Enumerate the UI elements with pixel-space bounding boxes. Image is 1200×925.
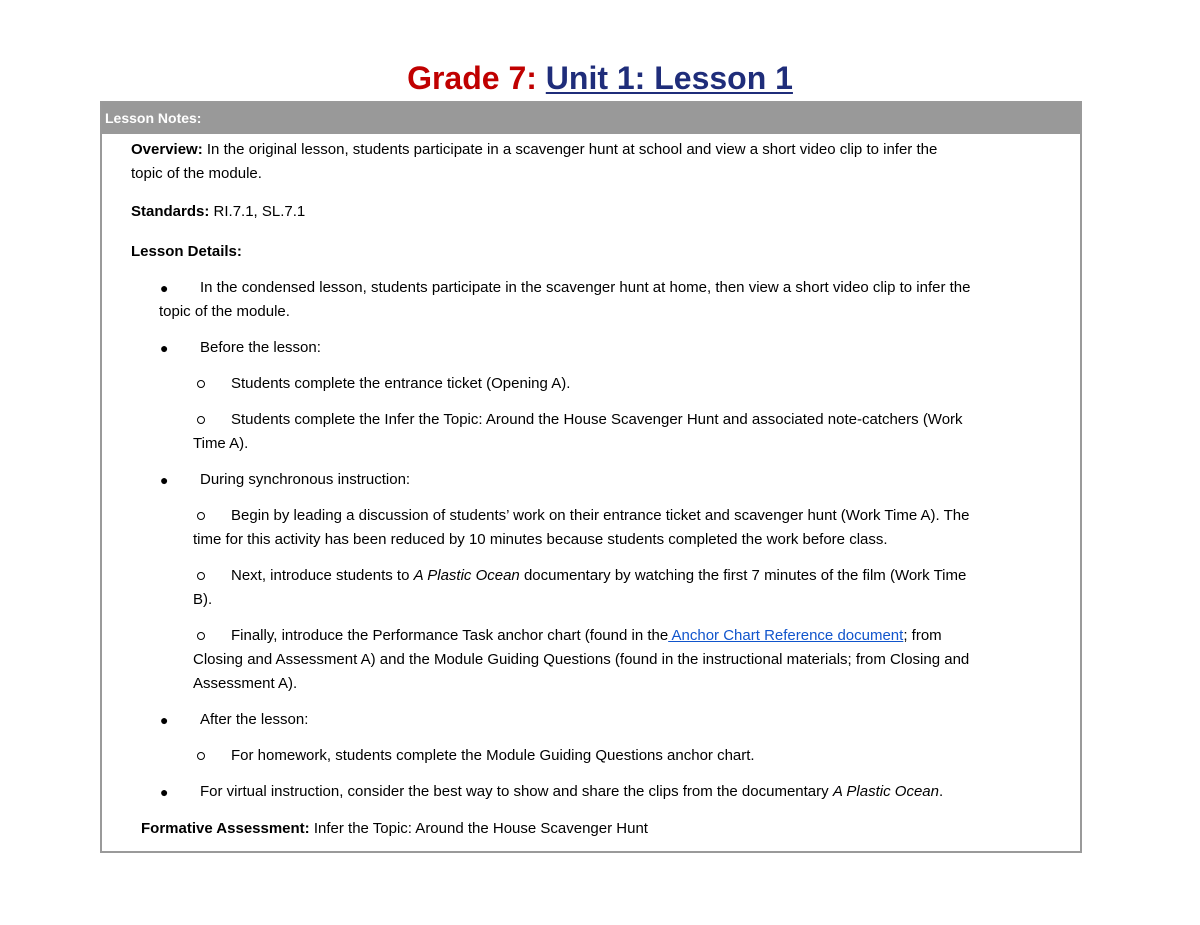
bullet-5-text: For virtual instruction, consider the best way to show and share the clips from the documentary A Plastic Ocean. [200, 783, 944, 800]
bullet-3-sub-3-line-1: Finally, introduce the Performance Task anchor chart (found in the Anchor Chart Reference document; from [231, 627, 942, 644]
sub-bullet-circle-icon [197, 416, 205, 424]
overview-line-1 [131, 138, 937, 162]
formative-assessment-value: Infer the Topic: Around the House Scavenger Hunt [309, 820, 648, 837]
bullet-dot-icon: ● [160, 472, 169, 488]
standards-value: RI.7.1, SL.7.1 [209, 203, 306, 220]
bullet-3-sub-2-line-2: B). [193, 591, 213, 608]
bullet-3-sub-1-line-1: Begin by leading a discussion of students’ work on their entrance ticket and scavenger hunt (Work Time A). The [231, 507, 970, 524]
bullet-dot-icon: ● [160, 784, 169, 800]
bullet-2-text: Before the lesson: [200, 339, 321, 356]
page-title [0, 56, 1200, 100]
sub-bullet-circle-icon [197, 752, 205, 760]
lesson-notes-body [102, 134, 1080, 851]
bullet-3-sub-3-line-2: Closing and Assessment A) and the Module Guiding Questions (found in the instructional materials; from Closing and [193, 651, 970, 668]
formative-assessment-label: Formative Assessment: [141, 820, 310, 837]
overview-label: Overview: [131, 141, 203, 158]
standards-label: Standards: [131, 203, 210, 220]
bullet-3-text: During synchronous instruction: [200, 471, 411, 488]
bullet-dot-icon: ● [160, 280, 169, 296]
lesson-details-label: Lesson Details: [131, 243, 242, 260]
bullet-4-text: After the lesson: [200, 711, 309, 728]
bullet-dot-icon: ● [160, 340, 169, 356]
bullet-4-sub-1: For homework, students complete the Module Guiding Questions anchor chart. [231, 747, 755, 764]
overview-line-2: topic of the module. [131, 165, 262, 182]
bullet-2-sub-1: Students complete the entrance ticket (Opening A). [231, 375, 571, 392]
standards-line [131, 200, 305, 224]
sub-bullet-circle-icon [197, 572, 205, 580]
bullet-2-sub-2-line-2: Time A). [193, 435, 249, 452]
bullet-2-sub-2-line-1: Students complete the Infer the Topic: Around the House Scavenger Hunt and associated note-catchers (Work [231, 411, 963, 428]
bullet-3-sub-1-line-2: time for this activity has been reduced by 10 minutes because students completed the work before class. [193, 531, 888, 548]
bullet-dot-icon: ● [160, 712, 169, 728]
documentary-title: A Plastic Ocean [832, 783, 939, 800]
title-grade: Grade 7: [407, 60, 537, 96]
sub-bullet-circle-icon [197, 380, 205, 388]
bullet-1-line-1: In the condensed lesson, students participate in the scavenger hunt at home, then view a short video clip to infer the [200, 279, 971, 296]
bullet-3-sub-2-line-1: Next, introduce students to A Plastic Ocean documentary by watching the first 7 minutes of the film (Work Time [231, 567, 967, 584]
overview-text-1: In the original lesson, students participate in a scavenger hunt at school and view a short video clip to infer the [202, 141, 938, 158]
lesson-notes-box [100, 101, 1082, 853]
bullet-1-line-2: topic of the module. [159, 303, 290, 320]
sub-bullet-circle-icon [197, 512, 205, 520]
sub-bullet-circle-icon [197, 632, 205, 640]
bullet-3-sub-3-line-3: Assessment A). [193, 675, 298, 692]
anchor-chart-reference-link[interactable]: Anchor Chart Reference document [668, 627, 904, 644]
documentary-title: A Plastic Ocean [413, 567, 520, 584]
lesson-notes-header: Lesson Notes: [102, 103, 1080, 134]
formative-assessment-line [141, 817, 648, 841]
title-unit-lesson[interactable]: Unit 1: Lesson 1 [545, 60, 793, 96]
